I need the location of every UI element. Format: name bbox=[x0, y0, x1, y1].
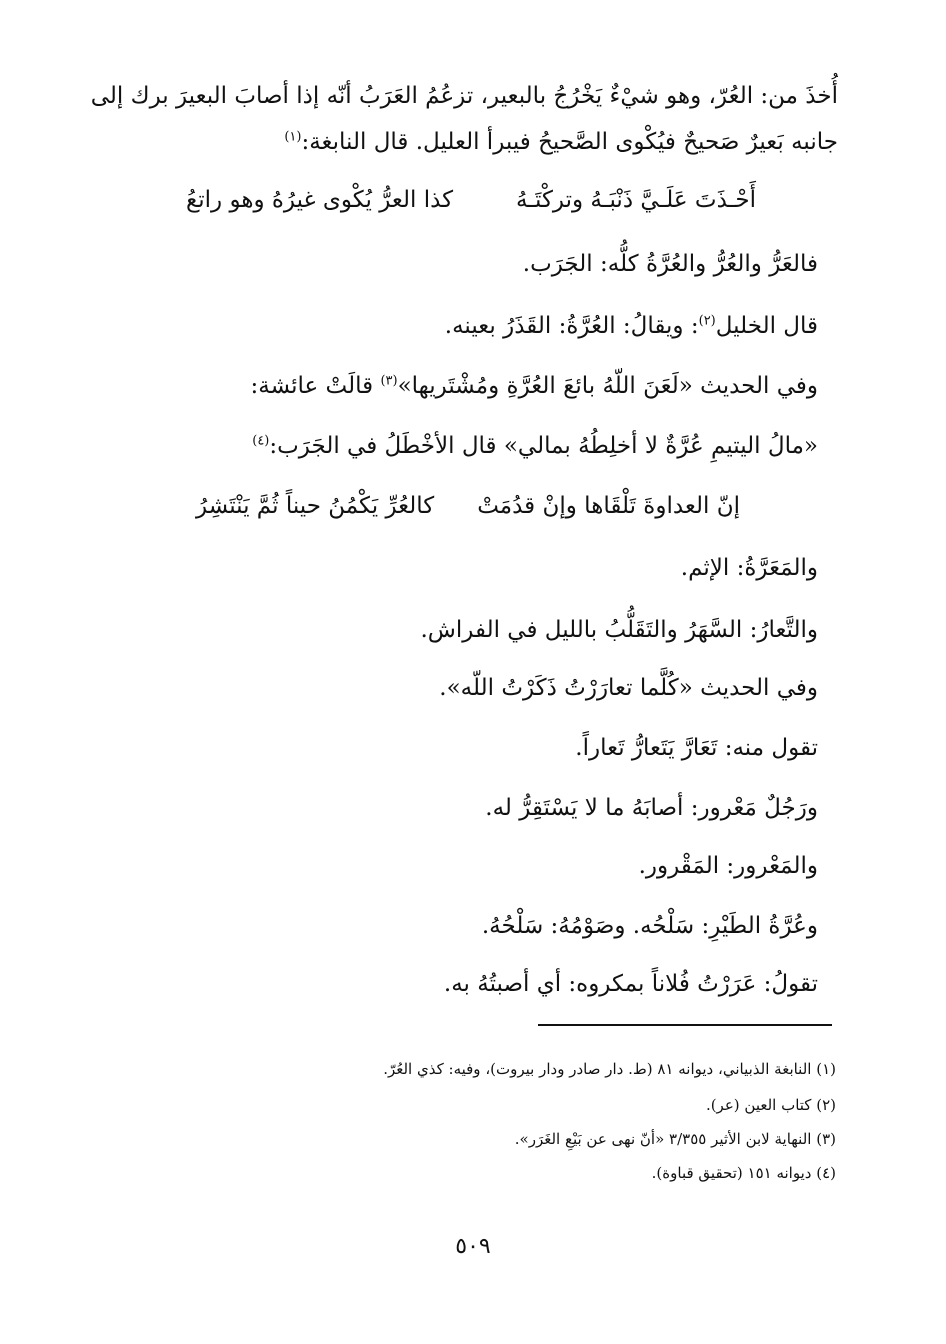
footnote-divider bbox=[538, 1024, 832, 1026]
paragraph-line: والتَّعارُ: السَّهَرُ والتَقَلُّبُ بالليل في الفراش. bbox=[420, 617, 818, 643]
footnote: (٢) كتاب العين (عر). bbox=[705, 1096, 836, 1114]
paragraph-line: فالعَرُّ والعُرُّ والعُرَّةُ كلُّه: الجَرَب. bbox=[522, 251, 818, 277]
verse-hemistich-first: إنّ العداوةَ تَلْقَاها وإنْ قدُمَتْ bbox=[477, 493, 740, 519]
paragraph-line: وفي الحديث «كُلَّما تعارَرْتُ ذَكَرْتُ اللّه». bbox=[439, 675, 818, 701]
footnote-ref: (١) bbox=[284, 129, 302, 145]
footnote-ref: (٢) bbox=[698, 313, 716, 329]
paragraph-text: قالَتْ عائشة: bbox=[250, 373, 381, 399]
paragraph-text: : ويقالُ: العُرَّةُ: القَذَرُ بعينه. bbox=[444, 313, 699, 339]
paragraph-line: والمَعَرَّةُ: الإثم. bbox=[680, 555, 818, 581]
footnote-ref: (٣) bbox=[380, 373, 398, 389]
paragraph-line bbox=[250, 368, 818, 404]
footnote: (٣) النهاية لابن الأثير ٣/٣٥٥ «أنّ نهى عن بَيْعِ الغَرَر». bbox=[514, 1130, 836, 1148]
paragraph-text: قال الخليل bbox=[715, 313, 818, 339]
verse-hemistich-second: كالعُرِّ يَكْمُنُ حيناً ثُمَّ يَنْتَشِرُ bbox=[196, 493, 435, 519]
paragraph-line: تقول منه: تَعَارَّ يَتَعارُّ تَعاراً. bbox=[575, 735, 818, 761]
footnote: (٤) ديوانه ١٥١ (تحقيق قباوة). bbox=[651, 1164, 836, 1182]
footnote: (١) النابغة الذبياني، ديوانه ٨١ (ط. دار صادر ودار بيروت)، وفيه: كذي العُرّ. bbox=[383, 1060, 836, 1078]
page-number: ٥٠٩ bbox=[455, 1234, 491, 1259]
paragraph-text: «مالُ اليتيمِ عُرَّةٌ لا أخلِطُهُ بمالي» قال الأخْطَلُ في الجَرَب: bbox=[269, 433, 818, 459]
paragraph-line: والمَعْرور: المَقْرور. bbox=[638, 853, 818, 879]
paragraph-line bbox=[252, 428, 818, 464]
verse-hemistich-second: كذا العرُّ يُكْوى غيرُهُ وهو راتعُ bbox=[186, 187, 454, 213]
footnote-ref: (٤) bbox=[252, 433, 270, 449]
paragraph-text: جانبه بَعيرٌ صَحيحٌ فيُكْوى الصَّحيحُ فيبرأ العليل. قال النابغة: bbox=[301, 129, 838, 155]
paragraph-line: تقولُ: عَرَرْتُ فُلاناً بمكروه: أي أصبتُهُ به. bbox=[443, 971, 818, 997]
verse-hemistich-first: أَحْـذَتَ عَلَـيَّ ذَنْبَـهُ وتركْتَـهُ bbox=[515, 187, 756, 213]
paragraph-line bbox=[284, 124, 838, 160]
paragraph-text: وفي الحديث «لَعَنَ اللّهُ بائعَ العُرَّةِ ومُشْتَريها» bbox=[397, 373, 818, 399]
paragraph-line bbox=[445, 308, 818, 344]
paragraph-line: وعُرَّةُ الطَيْرِ: سَلْحُه. وصَوْمُهُ: سَلْحُهُ. bbox=[481, 913, 818, 939]
paragraph-line: ورَجُلٌ مَعْرور: أصابَهُ ما لا يَسْتَقِرُّ له. bbox=[485, 795, 818, 821]
paragraph-line: أُخذَ من: العُرّ، وهو شيْءٌ يَخْرُجُ بالبعير، تزعُمُ العَرَبُ أنّه إذا أصابَ البعيرَ برك إلى bbox=[90, 83, 838, 109]
